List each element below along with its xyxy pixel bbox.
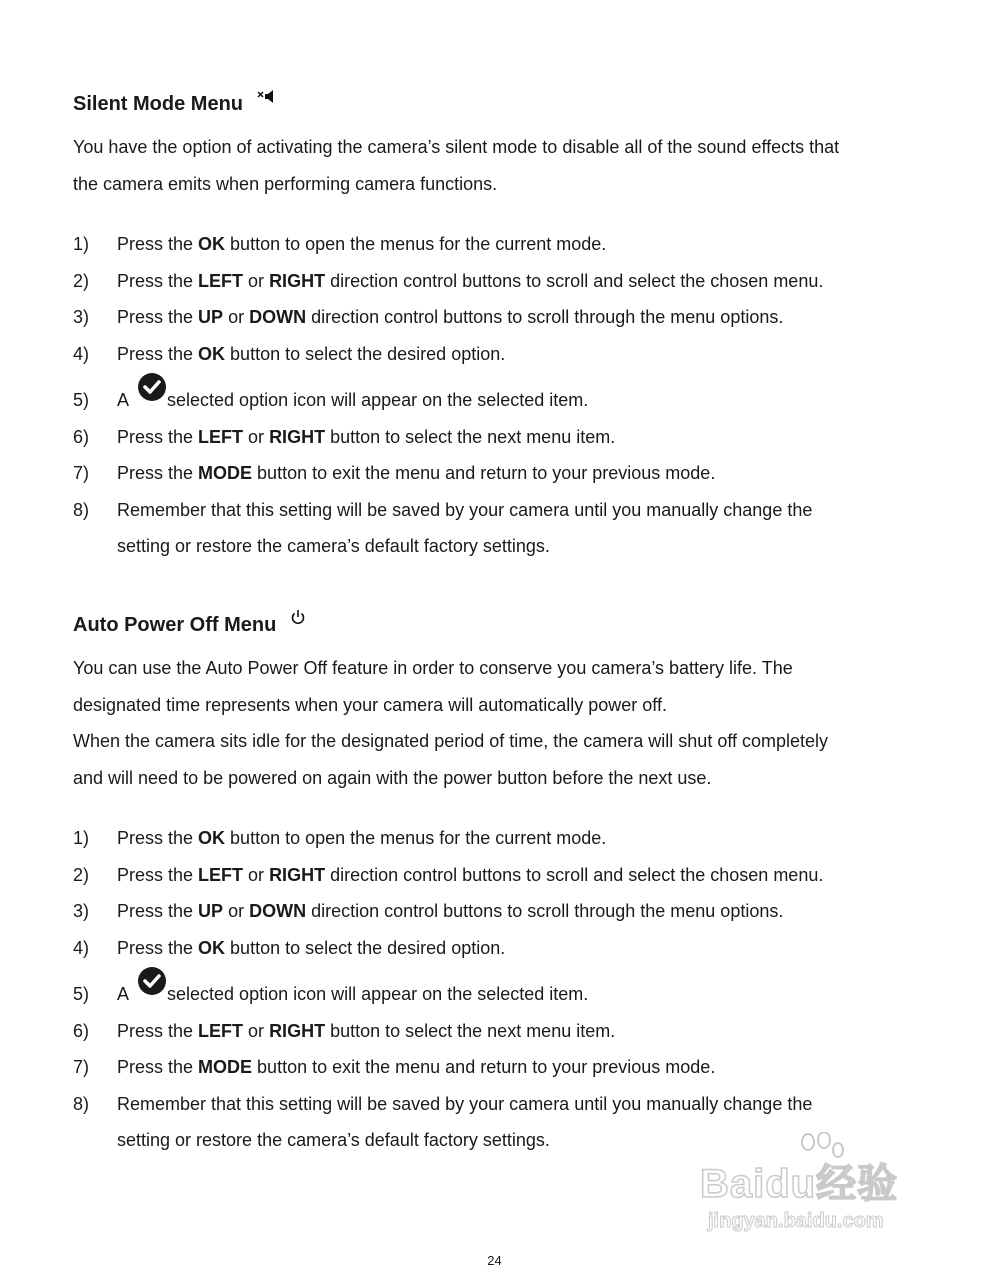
section-heading-auto-power-off (73, 614, 306, 637)
step-text: or (243, 426, 270, 447)
watermark-url: jingyan.baidu.com (708, 1210, 884, 1232)
step-number: 8) (73, 499, 90, 520)
steps-list (73, 820, 923, 1159)
step-text: setting or restore the camera’s default factory settings. (117, 1130, 550, 1150)
page-number: 24 (487, 1253, 502, 1268)
step-number: 6) (73, 426, 90, 447)
step-text: Press the (117, 426, 199, 447)
step-text: button to open the menus for the current mode. (225, 828, 607, 848)
step-text: Press the (117, 864, 199, 885)
button-name: LEFT (198, 270, 244, 291)
check-circle-icon (137, 990, 167, 1000)
list-item (73, 1049, 923, 1086)
watermark-main-text: Baidu经验 (700, 1162, 899, 1206)
step-text: Press the (117, 463, 199, 483)
button-name: OK (198, 937, 226, 958)
step-text: or (223, 307, 250, 327)
button-name: LEFT (198, 1020, 244, 1041)
step-text: Press the (117, 1020, 199, 1041)
step-number: 7) (73, 463, 90, 483)
list-item (73, 820, 923, 857)
step-number: 3) (73, 901, 90, 921)
step-text: button to select the desired option. (225, 343, 506, 364)
step-number: 4) (73, 343, 90, 364)
step-text: button to select the next menu item. (325, 426, 616, 447)
step-text: button to exit the menu and return to your previous mode. (252, 463, 716, 483)
list-item (73, 1013, 923, 1050)
section-heading-silent-mode (73, 93, 277, 116)
button-name: LEFT (198, 864, 244, 885)
step-text: Press the (117, 901, 199, 921)
button-name: MODE (198, 1057, 253, 1077)
step-text: or (243, 864, 270, 885)
step-text: or (243, 1020, 270, 1041)
list-item (73, 492, 923, 565)
step-text: button to select the desired option. (225, 937, 506, 958)
paragraph-line: You have the option of activating the camera’s silent mode to disable all of the sound effects that (73, 137, 840, 157)
section-intro (73, 650, 923, 796)
step-number: 4) (73, 937, 90, 958)
paragraph-line: designated time represents when your camera will automatically power off. (73, 694, 667, 715)
step-number: 5) (73, 984, 90, 1004)
step-number: 2) (73, 270, 90, 291)
paragraph-line: and will need to be powered on again with the power button before the next use. (73, 767, 712, 788)
step-text: direction control buttons to scroll and select the chosen menu. (325, 864, 824, 885)
list-item (73, 419, 923, 456)
section-intro (73, 129, 923, 202)
step-number: 5) (73, 390, 90, 410)
step-text: button to select the next menu item. (325, 1020, 616, 1041)
step-text: Remember that this setting will be saved by your camera until you manually change the (117, 499, 813, 520)
check-circle-icon (137, 396, 167, 406)
button-name: RIGHT (269, 426, 326, 447)
step-text: button to open the menus for the current mode. (225, 234, 607, 254)
step-text: or (223, 901, 250, 921)
list-item (73, 893, 923, 930)
step-text: or (243, 270, 270, 291)
button-name: DOWN (249, 307, 307, 327)
step-text: A (117, 984, 130, 1004)
button-name: RIGHT (269, 864, 326, 885)
step-text: direction control buttons to scroll through the menu options. (306, 901, 784, 921)
step-text: selected option icon will appear on the selected item. (167, 984, 589, 1004)
button-name: OK (198, 828, 226, 848)
step-text: Press the (117, 937, 199, 958)
step-text: Press the (117, 307, 199, 327)
section-title: Auto Power Off Menu (73, 614, 277, 636)
button-name: OK (198, 343, 226, 364)
step-text: setting or restore the camera’s default factory settings. (117, 536, 550, 556)
paragraph-line: You can use the Auto Power Off feature in order to conserve you camera’s battery life. The (73, 658, 793, 678)
step-number: 8) (73, 1093, 90, 1114)
button-name: OK (198, 234, 226, 254)
list-item (73, 226, 923, 263)
button-name: DOWN (249, 901, 307, 921)
step-number: 3) (73, 307, 90, 327)
paragraph-line: When the camera sits idle for the designated period of time, the camera will shut off completely (73, 731, 829, 751)
button-name: MODE (198, 463, 253, 483)
step-text: Press the (117, 343, 199, 364)
step-text: Press the (117, 828, 199, 848)
power-icon (290, 608, 306, 631)
list-item (73, 382, 923, 419)
step-number: 6) (73, 1020, 90, 1041)
list-item (73, 299, 923, 336)
step-text: direction control buttons to scroll and select the chosen menu. (325, 270, 824, 291)
button-name: LEFT (198, 426, 244, 447)
step-text: A (117, 390, 130, 410)
speaker-muted-icon (257, 87, 277, 110)
button-name: RIGHT (269, 270, 326, 291)
baidu-watermark (700, 1132, 940, 1240)
list-item (73, 455, 923, 492)
list-item (73, 857, 923, 894)
paragraph-line: the camera emits when performing camera functions. (73, 173, 498, 194)
list-item (73, 930, 923, 967)
step-text: Press the (117, 234, 199, 254)
step-number: 2) (73, 864, 90, 885)
step-text: selected option icon will appear on the selected item. (167, 390, 589, 410)
list-item (73, 976, 923, 1013)
list-item (73, 336, 923, 373)
list-item (73, 263, 923, 300)
step-number: 1) (73, 828, 90, 848)
step-text: Press the (117, 1057, 199, 1077)
step-text: button to exit the menu and return to your previous mode. (252, 1057, 716, 1077)
section-title: Silent Mode Menu (73, 93, 243, 115)
button-name: UP (198, 901, 224, 921)
button-name: UP (198, 307, 224, 327)
steps-list (73, 226, 923, 565)
step-number: 1) (73, 234, 90, 254)
step-text: direction control buttons to scroll through the menu options. (306, 307, 784, 327)
step-text: Press the (117, 270, 199, 291)
step-number: 7) (73, 1057, 90, 1077)
button-name: RIGHT (269, 1020, 326, 1041)
step-text: Remember that this setting will be saved by your camera until you manually change the (117, 1093, 813, 1114)
